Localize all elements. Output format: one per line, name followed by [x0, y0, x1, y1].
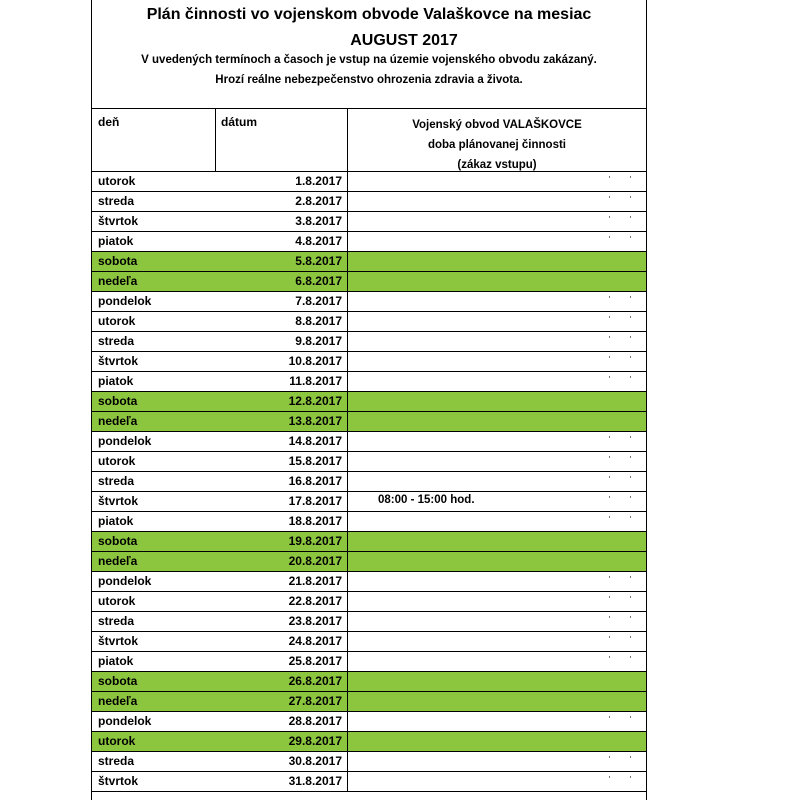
gridline-tick: [630, 376, 631, 378]
column-divider: [347, 372, 348, 391]
date-cell: 17.8.2017: [288, 494, 342, 508]
gridline-tick: [630, 636, 631, 638]
day-cell: streda: [98, 474, 135, 488]
date-cell: 4.8.2017: [295, 234, 342, 248]
day-cell: sobota: [98, 254, 138, 268]
column-divider: [347, 292, 348, 311]
page-title: Plán činnosti vo vojenskom obvode Valaškovce na mesiac: [146, 6, 592, 23]
column-divider: [215, 109, 216, 171]
gridline-tick: [630, 336, 631, 338]
column-divider: [347, 592, 348, 611]
column-divider: [347, 252, 348, 271]
date-cell: 25.8.2017: [288, 654, 342, 668]
gridline-tick: [609, 636, 610, 638]
gridline-tick: [609, 756, 610, 758]
gridline-tick: [630, 716, 631, 718]
day-cell: štvrtok: [98, 494, 139, 508]
table-row: [92, 532, 646, 552]
gridline-tick: [609, 376, 610, 378]
gridline-tick: [609, 196, 610, 198]
table-row: [92, 232, 646, 252]
gridline-tick: [630, 176, 631, 178]
column-divider: [347, 612, 348, 631]
gridline-tick: [630, 356, 631, 358]
date-cell: 22.8.2017: [288, 594, 342, 608]
gridline-tick: [630, 756, 631, 758]
date-cell: 7.8.2017: [295, 294, 342, 308]
table-row: [92, 772, 646, 792]
date-cell: 26.8.2017: [288, 674, 342, 688]
gridline-tick: [630, 196, 631, 198]
day-cell: utorok: [98, 594, 136, 608]
day-cell: štvrtok: [98, 354, 139, 368]
date-cell: 10.8.2017: [288, 354, 342, 368]
day-cell: štvrtok: [98, 634, 139, 648]
table-row: [92, 692, 646, 712]
day-cell: piatok: [98, 654, 134, 668]
gridline-tick: [609, 316, 610, 318]
day-cell: utorok: [98, 454, 136, 468]
date-cell: 12.8.2017: [288, 394, 342, 408]
table-row: [92, 612, 646, 632]
gridline-tick: [609, 496, 610, 498]
column-divider: [347, 432, 348, 451]
column-header-date: dátum: [221, 115, 257, 129]
column-divider: [347, 352, 348, 371]
date-cell: 31.8.2017: [288, 774, 342, 788]
table-row: [92, 192, 646, 212]
column-header-activity-line2: doba plánovanej činnosti: [427, 139, 567, 151]
day-cell: piatok: [98, 514, 134, 528]
day-cell: sobota: [98, 394, 138, 408]
gridline-tick: [630, 216, 631, 218]
date-cell: 29.8.2017: [288, 734, 342, 748]
gridline-tick: [630, 656, 631, 658]
table-row: [92, 592, 646, 612]
table-row: [92, 632, 646, 652]
day-cell: streda: [98, 334, 135, 348]
table-row: [92, 212, 646, 232]
column-divider: [347, 572, 348, 591]
date-cell: 19.8.2017: [288, 534, 342, 548]
warning-note: V uvedených termínoch a časoch je vstup na územie vojenského obvodu zakázaný.: [141, 54, 597, 66]
column-divider: [347, 732, 348, 751]
schedule-table-body: [92, 172, 646, 792]
table-row: [92, 572, 646, 592]
column-divider: [347, 712, 348, 731]
table-row: [92, 752, 646, 772]
column-divider: [347, 212, 348, 231]
gridline-tick: [630, 296, 631, 298]
day-cell: utorok: [98, 314, 136, 328]
gridline-tick: [630, 616, 631, 618]
column-divider: [347, 652, 348, 671]
column-divider: [347, 412, 348, 431]
date-cell: 20.8.2017: [288, 554, 342, 568]
day-cell: štvrtok: [98, 774, 139, 788]
date-cell: 18.8.2017: [288, 514, 342, 528]
column-divider: [347, 492, 348, 511]
date-cell: 23.8.2017: [288, 614, 342, 628]
gridline-tick: [630, 776, 631, 778]
table-row: [92, 412, 646, 432]
column-divider: [347, 232, 348, 251]
table-row: [92, 672, 646, 692]
danger-note: Hrozí reálne nebezpečenstvo ohrozenia zdravia a života.: [215, 74, 523, 86]
column-header-day: deň: [98, 115, 120, 129]
day-cell: streda: [98, 614, 135, 628]
table-row: [92, 332, 646, 352]
column-divider: [347, 752, 348, 771]
date-cell: 5.8.2017: [295, 254, 342, 268]
gridline-tick: [609, 716, 610, 718]
day-cell: utorok: [98, 174, 136, 188]
date-cell: 6.8.2017: [295, 274, 342, 288]
gridline-tick: [630, 316, 631, 318]
gridline-tick: [630, 596, 631, 598]
gridline-tick: [630, 576, 631, 578]
gridline-tick: [609, 596, 610, 598]
gridline-tick: [630, 476, 631, 478]
table-row: [92, 552, 646, 572]
gridline-tick: [630, 496, 631, 498]
date-cell: 16.8.2017: [288, 474, 342, 488]
gridline-tick: [609, 356, 610, 358]
gridline-tick: [609, 436, 610, 438]
column-header-activity-line1: Vojenský obvod VALAŠKOVCE: [412, 119, 582, 131]
day-cell: piatok: [98, 374, 134, 388]
table-row: [92, 512, 646, 532]
day-cell: sobota: [98, 534, 138, 548]
table-row: [92, 392, 646, 412]
gridline-tick: [609, 296, 610, 298]
day-cell: nedeľa: [98, 554, 138, 568]
activity-cell: 08:00 - 15:00 hod.: [378, 494, 475, 506]
date-cell: 21.8.2017: [288, 574, 342, 588]
column-divider: [347, 332, 348, 351]
gridline-tick: [609, 576, 610, 578]
column-divider: [347, 672, 348, 691]
day-cell: pondelok: [98, 434, 152, 448]
table-row: [92, 312, 646, 332]
date-cell: 2.8.2017: [295, 194, 342, 208]
column-header-activity: [348, 115, 646, 175]
column-divider: [347, 312, 348, 331]
date-cell: 3.8.2017: [295, 214, 342, 228]
date-cell: 9.8.2017: [295, 334, 342, 348]
gridline-tick: [630, 436, 631, 438]
document-header: [92, 0, 646, 109]
gridline-tick: [609, 336, 610, 338]
date-cell: 30.8.2017: [288, 754, 342, 768]
day-cell: pondelok: [98, 574, 152, 588]
table-row: [92, 292, 646, 312]
day-cell: piatok: [98, 234, 134, 248]
date-cell: 14.8.2017: [288, 434, 342, 448]
day-cell: utorok: [98, 734, 136, 748]
day-cell: nedeľa: [98, 414, 138, 428]
column-divider: [347, 512, 348, 531]
day-cell: pondelok: [98, 294, 152, 308]
column-divider: [347, 392, 348, 411]
table-header: [92, 109, 646, 172]
date-cell: 28.8.2017: [288, 714, 342, 728]
table-row: [92, 492, 646, 512]
table-row: [92, 252, 646, 272]
table-row: [92, 452, 646, 472]
date-cell: 15.8.2017: [288, 454, 342, 468]
gridline-tick: [630, 236, 631, 238]
column-divider: [347, 452, 348, 471]
column-divider: [347, 772, 348, 791]
day-cell: štvrtok: [98, 214, 139, 228]
gridline-tick: [609, 616, 610, 618]
day-cell: streda: [98, 194, 135, 208]
date-cell: 1.8.2017: [295, 174, 342, 188]
column-header-activity-line3: (zákaz vstupu): [457, 159, 537, 171]
column-divider: [347, 192, 348, 211]
gridline-tick: [630, 456, 631, 458]
column-divider: [347, 552, 348, 571]
day-cell: sobota: [98, 674, 138, 688]
column-divider: [347, 472, 348, 491]
table-row: [92, 652, 646, 672]
gridline-tick: [609, 216, 610, 218]
gridline-tick: [609, 776, 610, 778]
gridline-tick: [609, 176, 610, 178]
column-divider: [347, 632, 348, 651]
column-divider: [347, 532, 348, 551]
column-divider: [347, 172, 348, 191]
day-cell: nedeľa: [98, 694, 138, 708]
date-cell: 13.8.2017: [288, 414, 342, 428]
day-cell: pondelok: [98, 714, 152, 728]
column-divider: [347, 692, 348, 711]
table-row: [92, 472, 646, 492]
gridline-tick: [609, 456, 610, 458]
date-cell: 11.8.2017: [289, 374, 342, 388]
gridline-tick: [630, 516, 631, 518]
day-cell: nedeľa: [98, 274, 138, 288]
table-row: [92, 352, 646, 372]
table-row: [92, 272, 646, 292]
date-cell: 24.8.2017: [288, 634, 342, 648]
day-cell: streda: [98, 754, 135, 768]
table-row: [92, 172, 646, 192]
table-row: [92, 712, 646, 732]
gridline-tick: [609, 656, 610, 658]
table-row: [92, 372, 646, 392]
month-title: AUGUST 2017: [350, 32, 458, 49]
schedule-sheet: [91, 0, 647, 800]
date-cell: 8.8.2017: [295, 314, 342, 328]
table-row: [92, 432, 646, 452]
column-divider: [347, 272, 348, 291]
table-row: [92, 732, 646, 752]
date-cell: 27.8.2017: [288, 694, 342, 708]
gridline-tick: [609, 236, 610, 238]
gridline-tick: [609, 476, 610, 478]
gridline-tick: [609, 516, 610, 518]
